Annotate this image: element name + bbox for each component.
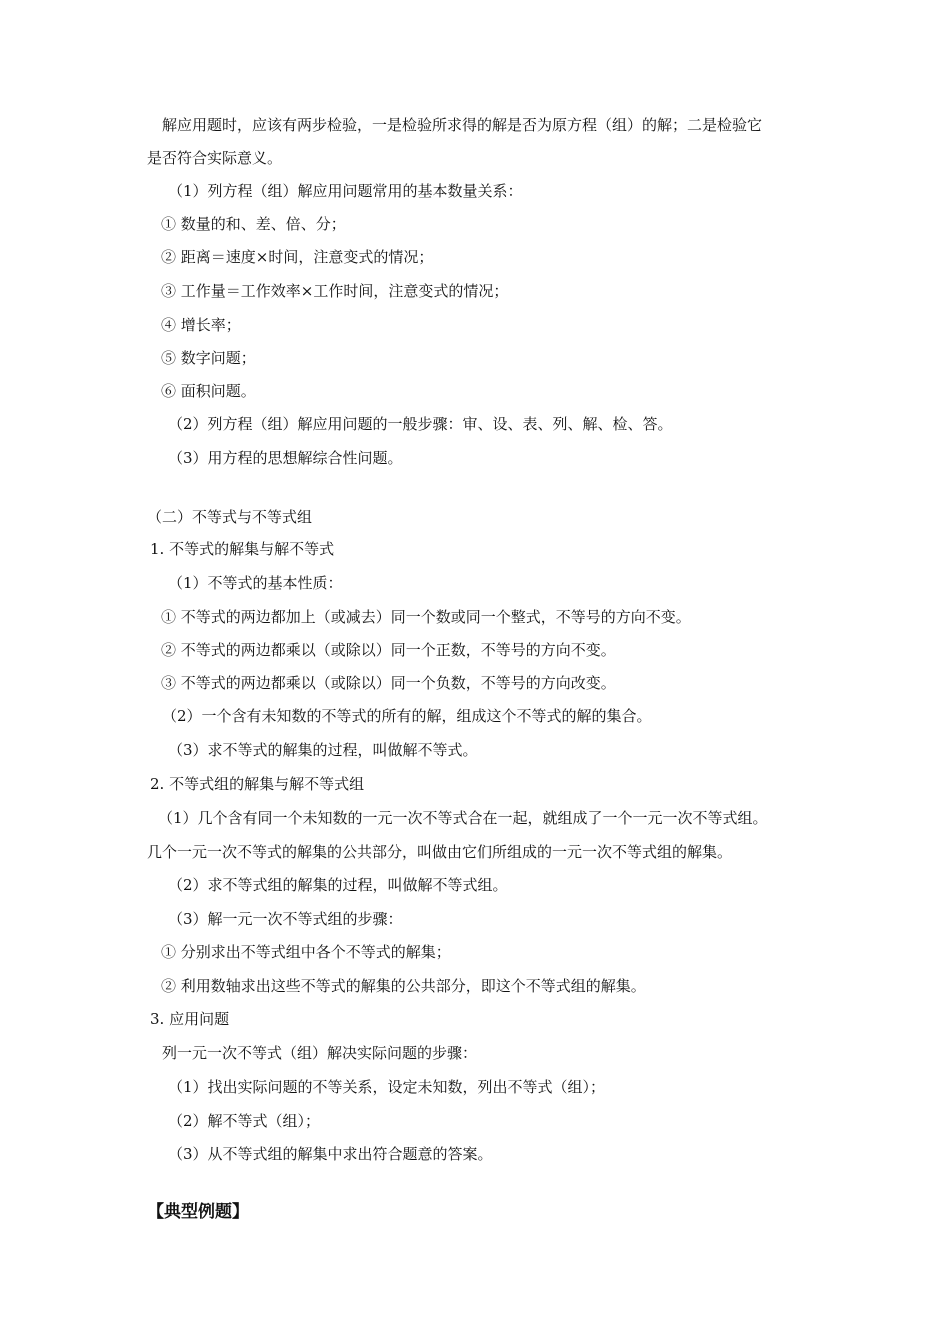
application-intro: 列一元一次不等式（组）解决实际问题的步骤：: [162, 1044, 478, 1062]
section-title-inequalities: （二）不等式与不等式组: [147, 508, 313, 526]
relation-item: ③ 工作量＝工作效率×工作时间，注意变式的情况；: [161, 282, 509, 300]
relation-item: ⑥ 面积问题。: [161, 382, 256, 400]
relation-item: ⑤ 数字问题；: [161, 349, 256, 367]
part1-title: 1. 不等式的解集与解不等式: [150, 540, 335, 558]
system-definition-line-1: （1）几个含有同一个未知数的一元一次不等式合在一起，就组成了一个一元一次不等式组。: [158, 809, 768, 827]
basic-relations-title: （1）列方程（组）解应用问题常用的基本数量关系：: [168, 182, 523, 200]
property-item: ② 不等式的两边都乘以（或除以）同一个正数，不等号的方向不变。: [161, 641, 616, 659]
system-step: ① 分别求出不等式组中各个不等式的解集；: [161, 943, 451, 961]
application-step: （2）解不等式（组）；: [168, 1112, 321, 1130]
relation-item: ④ 增长率；: [161, 316, 241, 334]
general-steps: （2）列方程（组）解应用问题的一般步骤：审、设、表、列、解、检、答。: [168, 415, 673, 433]
application-step: （1）找出实际问题的不等关系，设定未知数，列出不等式（组）；: [168, 1078, 606, 1096]
solution-set-definition: （2）一个含有未知数的不等式的所有的解，组成这个不等式的解的集合。: [162, 707, 652, 725]
system-definition-line-2: 几个一元一次不等式的解集的公共部分，叫做由它们所组成的一元一次不等式组的解集。: [147, 843, 733, 861]
application-step: （3）从不等式组的解集中求出符合题意的答案。: [168, 1145, 493, 1163]
equation-idea: （3）用方程的思想解综合性问题。: [168, 449, 403, 467]
property-item: ③ 不等式的两边都乘以（或除以）同一个负数，不等号的方向改变。: [161, 674, 616, 692]
system-steps-title: （3）解一元一次不等式组的步骤：: [168, 910, 403, 928]
examples-heading: 【典型例题】: [147, 1202, 249, 1222]
relation-item: ② 距离＝速度×时间，注意变式的情况；: [161, 248, 434, 266]
solve-inequality-definition: （3）求不等式的解集的过程，叫做解不等式。: [168, 741, 478, 759]
part3-title: 3. 应用问题: [150, 1010, 230, 1028]
system-step: ② 利用数轴求出这些不等式的解集的公共部分，即这个不等式组的解集。: [161, 977, 646, 995]
part2-title: 2. 不等式组的解集与解不等式组: [150, 775, 365, 793]
intro-line-1: 解应用题时，应该有两步检验，一是检验所求得的解是否为原方程（组）的解；二是检验它: [162, 116, 763, 134]
props-title: （1）不等式的基本性质：: [168, 574, 343, 592]
solve-system-definition: （2）求不等式组的解集的过程，叫做解不等式组。: [168, 876, 508, 894]
relation-item: ① 数量的和、差、倍、分；: [161, 215, 346, 233]
intro-line-2: 是否符合实际意义。: [147, 149, 283, 167]
property-item: ① 不等式的两边都加上（或减去）同一个数或同一个整式，不等号的方向不变。: [161, 608, 691, 626]
